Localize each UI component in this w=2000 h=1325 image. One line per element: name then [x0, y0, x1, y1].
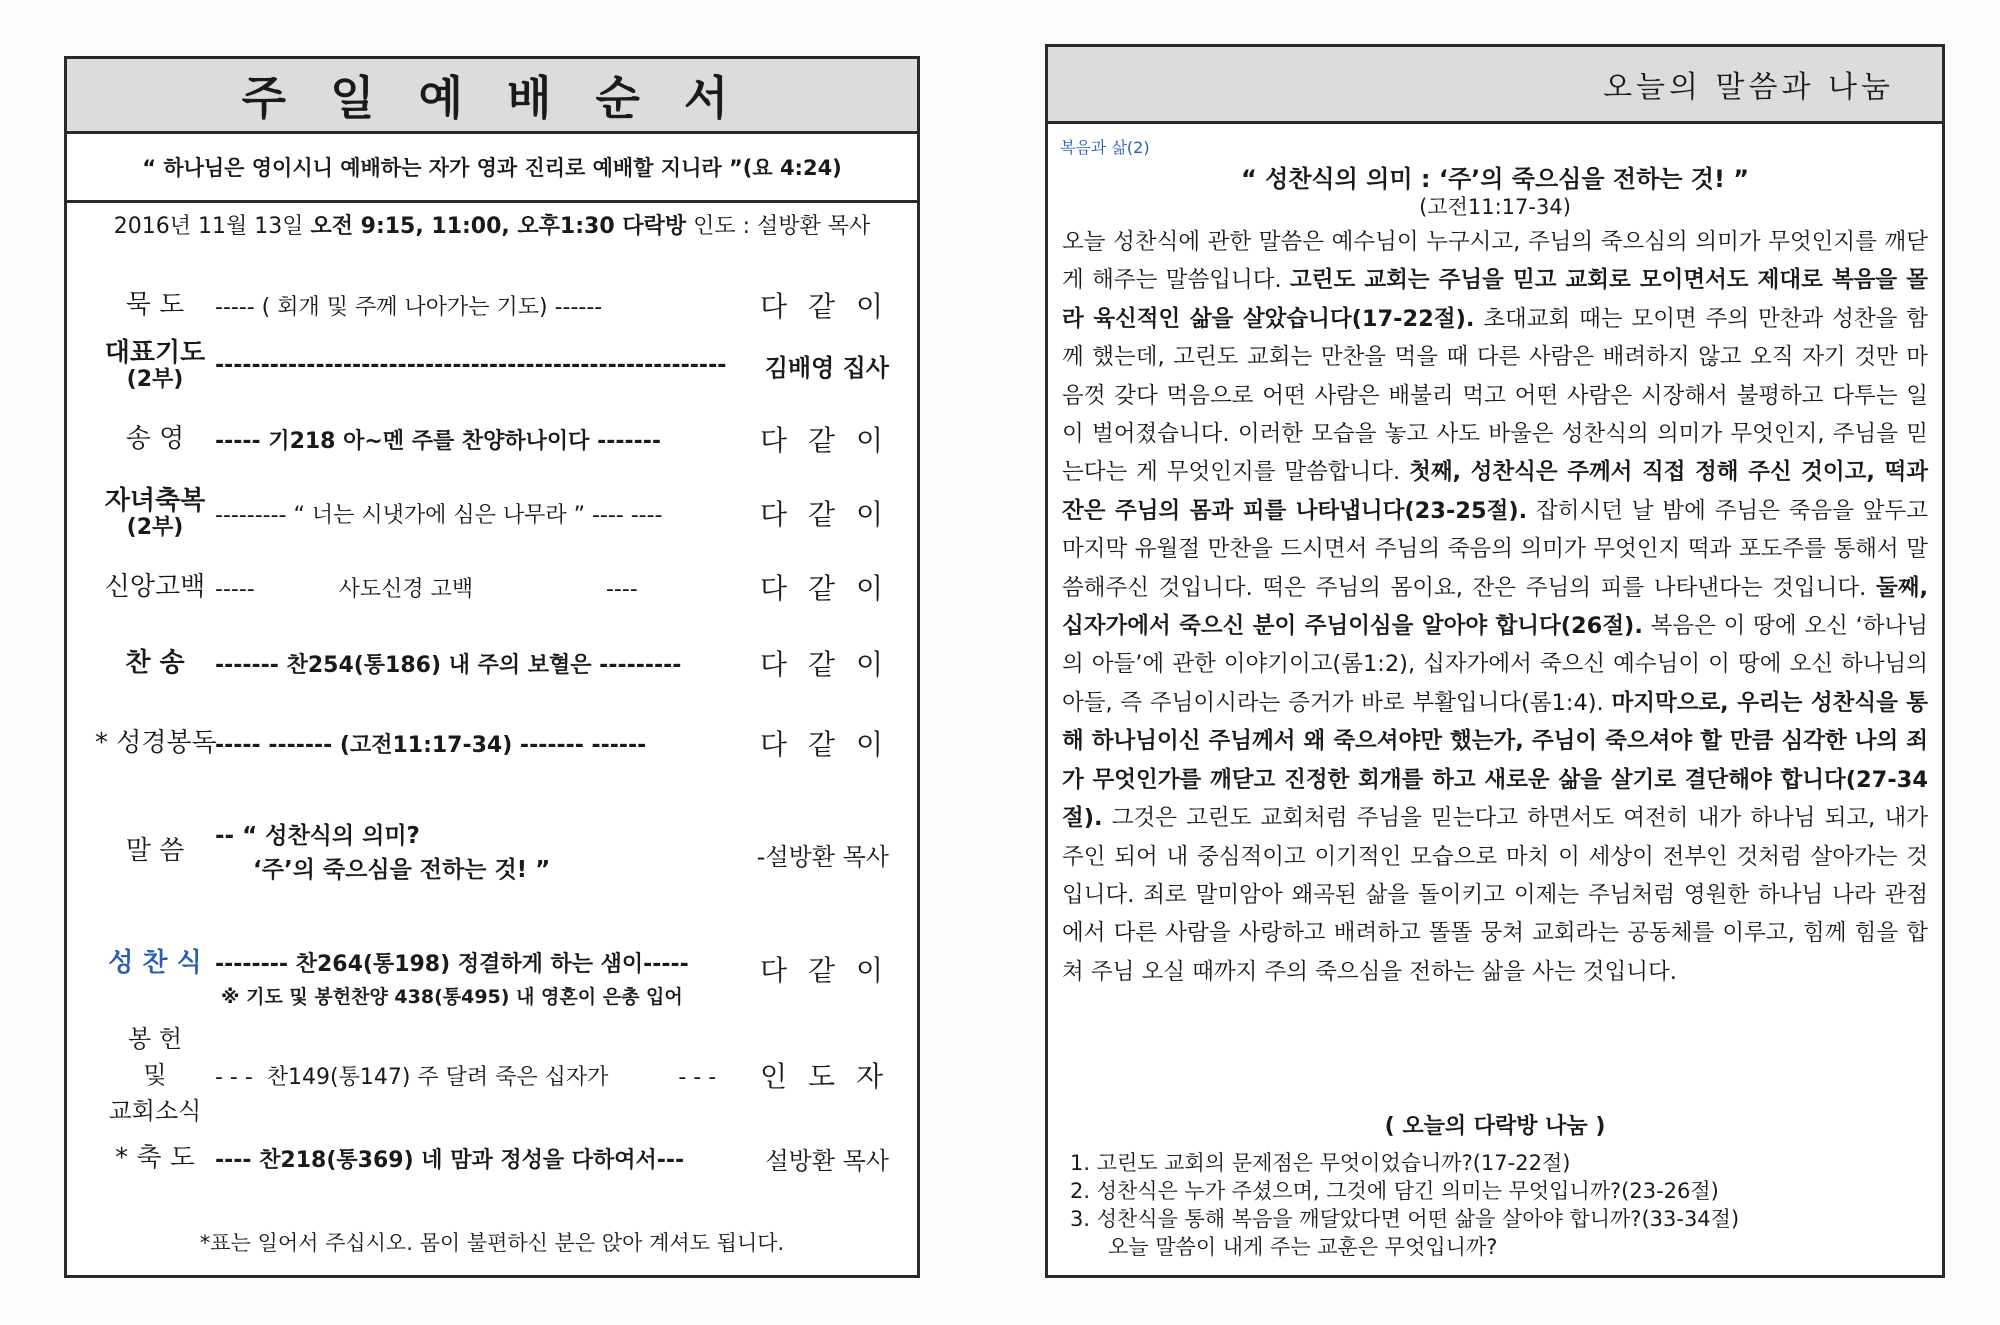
sermon-title-line2: ‘주’의 죽으심을 전하는 것! ”: [253, 857, 551, 883]
order-leader: 다 같 이: [760, 728, 889, 761]
communion-hymn: -------- 찬264(통198) 정결하게 하는 샘이-----: [215, 952, 689, 977]
order-detail: - - - 찬149(통147) 주 달려 죽은 십자가 - - -: [215, 1064, 717, 1090]
order-detail: [215, 819, 757, 887]
order-row-hymn: [95, 643, 889, 683]
order-row-scripture-reading: [95, 723, 889, 763]
service-leader: 인도 : 설방환 목사: [686, 214, 871, 239]
body-text: 복음은 이 땅에 오신 ‘하나님의 아들’에 관한 이야기이고(롬1:2), 십자가에서 죽으신 예수님이 이 땅에 오신 하나님의 아들, 즉 주님이시라는 증거가 바로 부활입니다(롬1:4).: [1062, 613, 1929, 716]
sharing-questions: [1070, 1149, 1928, 1261]
sermon-reference: (고전11:17-34): [1419, 195, 1571, 219]
offering-hymn-note: ※ 기도 및 봉헌찬양 438(통495) 내 영혼이 은총 입어: [221, 986, 683, 1008]
order-row-communion: [95, 949, 889, 1013]
service-date: 2016년 11월 13일: [113, 214, 311, 239]
order-label: 말 씀: [125, 836, 185, 866]
order-label: * 축 도: [115, 1143, 195, 1174]
order-label: 송 영: [125, 423, 185, 454]
order-label: [95, 1021, 215, 1129]
order-row-creed: [95, 567, 889, 607]
order-label: [95, 487, 215, 540]
sermon-panel-title: 오늘의 말씀과 나눔: [1048, 47, 1942, 124]
sermon-panel: [1045, 44, 1945, 1278]
order-detail: ----- ( 회개 및 주께 나아가는 기도) ------: [215, 294, 603, 320]
order-row-benediction: [95, 1141, 889, 1176]
body-point: 둘째, 십자가에서 죽으신 분이 주님이심을 알아야 합니다(26절).: [1062, 574, 1928, 640]
worship-order-title: 주 일 예 배 순 서: [67, 59, 917, 134]
order-detail: ------- 찬254(통186) 내 주의 보혈은 ---------: [215, 652, 682, 678]
sermon-body: [1062, 223, 1928, 991]
order-leader: 다 같 이: [760, 290, 889, 323]
order-leader: 다 같 이: [760, 954, 889, 987]
order-label: [95, 339, 215, 392]
sharing-title: ( 오늘의 다락방 나눔 ): [1384, 1114, 1606, 1139]
order-label: 묵 도: [125, 289, 185, 320]
body-point: 첫째, 성찬식은 주께서 직접 정해 주신 것이고, 떡과 잔은 주님의 몸과 피를 나타냅니다(23-25절).: [1062, 459, 1928, 524]
order-label-and: 및: [143, 1061, 167, 1089]
order-detail: ----- 기218 아~멘 주를 찬양하나이다 -------: [215, 428, 661, 454]
question-item: 2. 성찬식은 누가 주셨으며, 그것에 담긴 의미는 무엇입니까?(23-26절): [1070, 1179, 1719, 1203]
theme-verse: “ 하나님은 영이시니 예배하는 자가 영과 진리로 예배할 지니라 ”(요 4:24): [67, 134, 917, 203]
order-label: 찬 송: [125, 647, 185, 678]
order-label: 성 찬 식: [108, 948, 202, 978]
body-text: 잡히시던 날 밤에 주님은 죽음을 앞두고 마지막 유월절 만찬을 드시면서 주님의 죽음의 의미가 무엇인지 떡과 포도주를 통해서 말씀해주신 것입니다. 떡은 주님의 몸이요, 잔은 주님의 피를 나타낸다는 것입니다.: [1062, 497, 1928, 601]
question-item: 오늘 말씀이 내게 주는 교훈은 무엇입니까?: [1108, 1235, 1498, 1259]
order-label-news: 교회소식: [108, 1097, 202, 1125]
order-detail: ---- 찬218(통369) 네 맘과 정성을 다하여서---: [215, 1148, 685, 1173]
order-label: * 성경봉독: [95, 727, 217, 758]
question-item: 1. 고린도 교회의 문제점은 무엇이었습니까?(17-22절): [1070, 1151, 1571, 1175]
order-detail: ----- 사도신경 고백 ----: [215, 576, 638, 602]
service-times: 오전 9:15, 11:00, 오후1:30 다락방: [310, 214, 687, 239]
order-label-main: 대표기도: [104, 338, 206, 368]
order-row-sermon: [95, 819, 889, 887]
worship-order-panel: [64, 56, 920, 1278]
order-row-representative-prayer: [95, 339, 889, 392]
order-label-main: 자녀축복: [104, 486, 206, 516]
order-leader: 다 같 이: [760, 648, 889, 681]
order-leader: 설방환 목사: [765, 1147, 889, 1175]
order-row-children-blessing: [95, 487, 889, 540]
body-text: 초대교회 때는 모이면 주의 만찬과 성찬을 함께 했는데, 고린도 교회는 만찬을 먹을 때 다른 사람은 배려하지 않고 오직 자기 것만 마음껏 갖다 먹음으로 어떤 사람은 배불리 먹고 어떤 사람은 시장해서 불평하고 다투는 일이 벌어졌습니다. 이러한 모습을 놓고 사도 바울은 성찬식의 의미가 무엇인지, 주님을 믿는다는 게 무엇인지를 말씀합니다.: [1062, 305, 1928, 486]
order-leader: 김배영 집사: [764, 353, 889, 382]
order-row-offering: [95, 1021, 889, 1129]
order-detail: [215, 949, 759, 1013]
service-date-line: [77, 209, 907, 240]
order-label-sub: (2부): [126, 514, 184, 540]
order-label-main: 봉 헌: [128, 1025, 182, 1053]
order-detail: --------------------------------------------------------: [215, 352, 727, 378]
sermon-title: “ 성찬식의 의미 : ‘주’의 죽으심을 전하는 것! ”: [1240, 165, 1750, 193]
body-point: 고린도 교회는 주님을 믿고 교회로 모이면서도 제대로 복음을 몰라 육신적인 삶을 살았습니다(17-22절).: [1062, 267, 1928, 332]
order-leader: 다 같 이: [760, 498, 889, 532]
order-row-silent-prayer: [95, 285, 889, 325]
body-text: 오늘 성찬식에 관한 말씀은 예수님이 누구시고, 주님의 죽으심의 의미가 무엇인지를 깨닫게 해주는 말씀입니다.: [1062, 229, 1928, 294]
order-leader: 인 도 자: [760, 1060, 889, 1093]
series-tag: 복음과 삶(2): [1060, 138, 1150, 157]
order-leader: 다 같 이: [760, 424, 889, 457]
order-label-sub: (2부): [126, 366, 184, 392]
order-label: 신앙고백: [104, 571, 206, 602]
sermon-title-line1: -- “ 성찬식의 의미?: [215, 823, 420, 849]
order-detail: ----- ------- (고전11:17-34) ------- ------: [215, 732, 647, 758]
order-row-doxology: [95, 419, 889, 459]
body-point: 마지막으로, 우리는 성찬식을 통해 하나님이신 주님께서 왜 죽으셔야만 했는가, 주님이 죽으셔야 할 만큼 심각한 나의 죄가 무엇인가를 깨닫고 진정한 회개를 하고 새로운 삶을 살기로 결단해야 합니다(27-34절).: [1062, 689, 1929, 832]
question-item: 3. 성찬식을 통해 복음을 깨달았다면 어떤 삶을 살아야 합니까?(33-34절): [1070, 1207, 1740, 1231]
body-text: 그것은 고린도 교회처럼 주님을 믿는다고 하면서도 여전히 내가 하나님 되고, 내가 주인 되어 내 중심적이고 이기적인 모습으로 마치 이 세상이 전부인 것처럼 살아가는 것입니다. 죄로 말미암아 왜곡된 삶을 돌이키고 이제는 주님처럼 영원한 하나님 나라 관점에서 다른 사람을 사랑하고 배려하고 똘똘 뭉쳐 교회라는 공동체를 이루고, 힘께 힘을 합쳐 주님 오실 때까지 주의 죽으심을 전하는 삶을 사는 것입니다.: [1062, 805, 1928, 985]
order-leader: -설방환 목사: [756, 843, 889, 871]
order-leader: 다 같 이: [760, 572, 889, 605]
standing-note: *표는 일어서 주십시오. 몸이 불편하신 분은 앉아 계셔도 됩니다.: [199, 1231, 785, 1255]
order-detail: --------- “ 너는 시냇가에 심은 나무라 ” ---- ----: [215, 502, 663, 528]
